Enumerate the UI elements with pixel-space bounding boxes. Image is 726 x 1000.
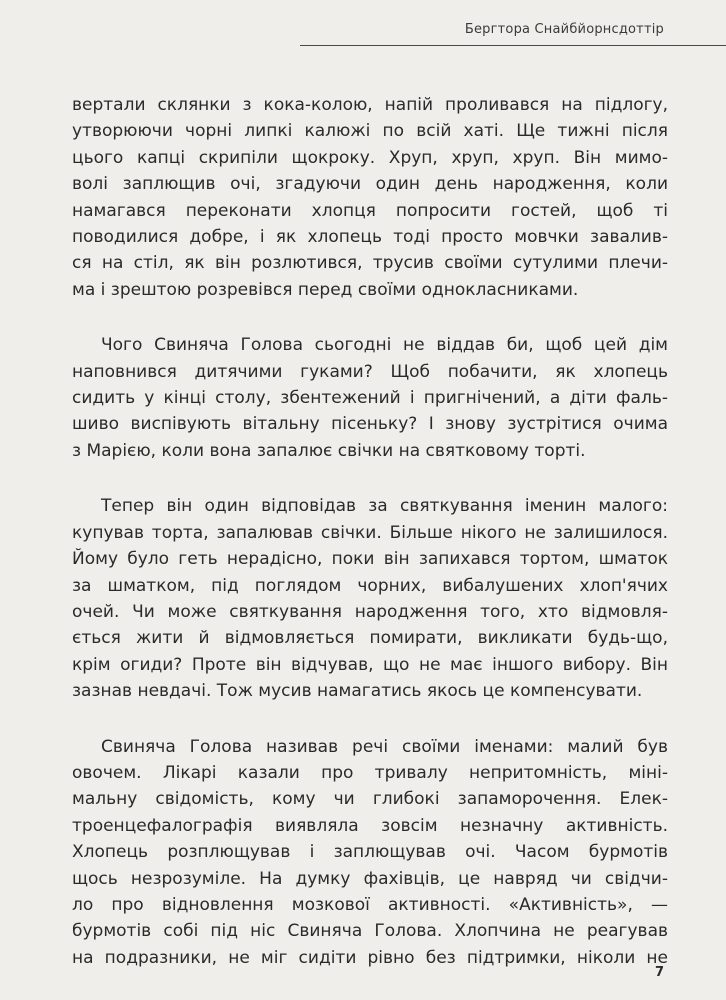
paragraph: [72, 332, 668, 464]
body-text: [72, 92, 668, 1000]
text-line: щось незрозуміле. На думку фахівців, це навряд чи свідчи-: [72, 868, 668, 889]
text-line: очей. Чи може святкування народження того, хто відмовля-: [72, 601, 668, 622]
text-line: на подразники, не міг сидіти рівно без підтримки, ніколи не: [72, 947, 668, 968]
text-line: ся на стіл, як він розлютився, трусив своїми сутулими плечи-: [72, 253, 668, 274]
text-line: з Марією, коли вона запалює свічки на святковому торті.: [72, 440, 586, 461]
text-line: овочем. Лікарі казали про тривалу непритомність, міні-: [72, 762, 668, 783]
text-line: Тепер він один відповідав за святкування іменин малого:: [101, 496, 668, 517]
text-line: зазнав невдачі. Тож мусив намагатись якось це компенсувати.: [72, 681, 643, 702]
text-line: ється жити й відмовляється помирати, викликати будь-що,: [72, 628, 668, 649]
paragraph: [72, 493, 668, 704]
text-line: бурмотів собі під ніс Свиняча Голова. Хлопчина не реагував: [72, 921, 668, 942]
text-line: Йому було геть нерадісно, поки він запихався тортом, шматок: [72, 549, 668, 570]
text-line: купував торта, запалював свічки. Більше нікого не залишилося.: [72, 522, 668, 543]
text-line: цього капці скрипіли щокроку. Хруп, хруп, хруп. Він мимо-: [72, 147, 668, 168]
paragraph: [72, 734, 668, 972]
header-rule: [300, 45, 726, 46]
text-line: сидить у кінці столу, збентежений і пригнічений, а діти фаль-: [72, 388, 668, 409]
text-line: ло про відновлення мозкової активності. «Активність», —: [72, 894, 668, 915]
text-line: ма і зрештою розревівся перед своїми однокласниками.: [72, 279, 579, 300]
text-line: вертали склянки з кока-колою, напій проливався на підлогу,: [72, 95, 668, 115]
text-line: Свиняча Голова називав речі своїми іменами: малий був: [101, 736, 668, 757]
page-number: 7: [654, 965, 664, 980]
text-line: поводилися добре, і як хлопець тоді просто мовчки завалив-: [72, 227, 668, 248]
text-line: мальну свідомість, кому чи глибокі запаморочення. Елек-: [72, 789, 668, 810]
text-line: крім огиди? Проте він відчував, що не має іншого вибору. Він: [72, 654, 668, 675]
paragraph: [72, 92, 668, 303]
text-line: волі заплющив очі, згадуючи один день народження, коли: [72, 174, 668, 195]
text-line: наповнився дитячими гуками? Щоб побачити, як хлопець: [72, 361, 668, 382]
text-line: шиво виспівують вітальну пісеньку? І знову зустрітися очима: [72, 414, 668, 435]
text-line: утворюючи чорні липкі калюжі по всій хаті. Ще тижні після: [72, 121, 668, 142]
text-line: намагався переконати хлопця попросити гостей, щоб ті: [72, 200, 668, 221]
text-line: за шматком, під поглядом чорних, вибалушених хлоп'ячих: [72, 575, 668, 596]
running-header-author: Бергтора Снайбйорнсдоттір: [464, 22, 664, 37]
text-line: Хлопець розплющував і заплющував очі. Часом бурмотів: [72, 842, 668, 863]
text-line: Чого Свиняча Голова сьогодні не віддав би, щоб цей дім: [101, 335, 668, 356]
text-line: троенцефалографія виявляла зовсім незначну активність.: [72, 815, 668, 836]
